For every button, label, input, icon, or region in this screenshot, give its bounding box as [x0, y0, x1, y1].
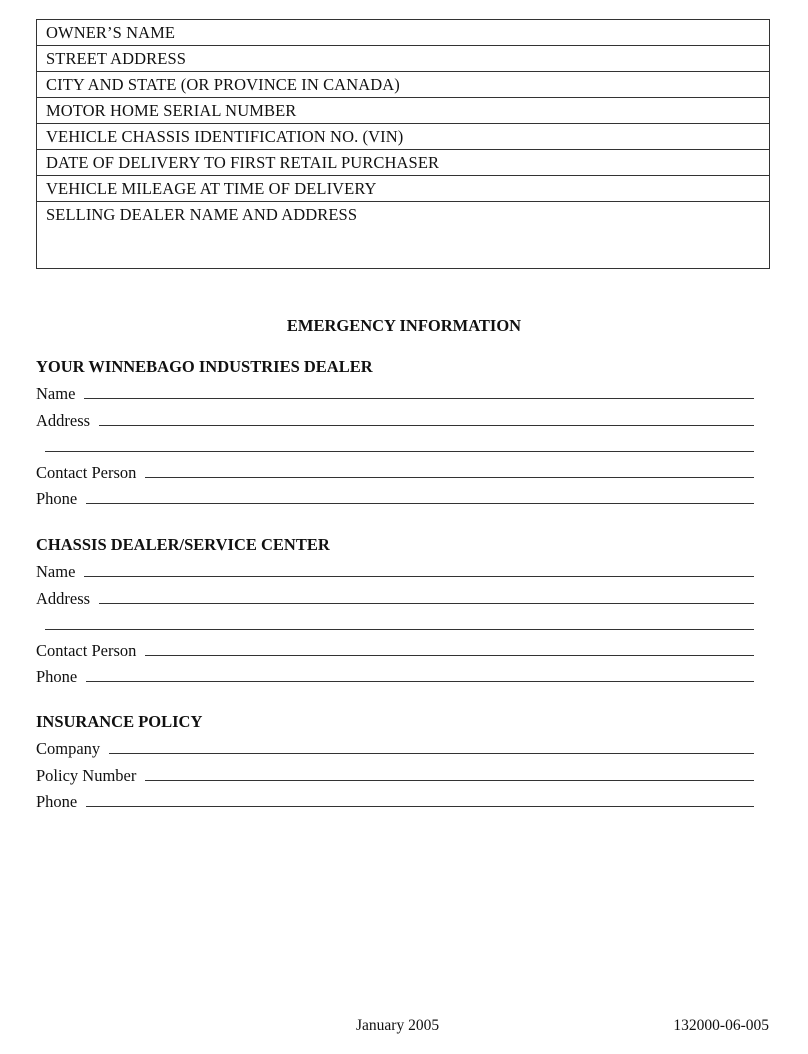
field-label: Address	[36, 588, 91, 608]
delivery-date-row[interactable]: DATE OF DELIVERY TO FIRST RETAIL PURCHASER	[37, 150, 769, 176]
owner-info-table	[36, 19, 770, 269]
chassis-section	[36, 535, 754, 687]
footer-doc-code: 132000-06-005	[673, 1017, 769, 1034]
policy-number-field[interactable]	[36, 759, 754, 785]
field-label: Phone	[36, 667, 78, 687]
field-label: Address	[36, 410, 91, 430]
dealer-name-field[interactable]	[36, 378, 754, 404]
field-label: Company	[36, 739, 101, 759]
chassis-address-field[interactable]	[36, 582, 754, 608]
field-label: Name	[36, 384, 76, 404]
insurance-company-field[interactable]	[36, 733, 754, 759]
serial-number-row[interactable]: MOTOR HOME SERIAL NUMBER	[37, 98, 769, 124]
field-label: Phone	[36, 791, 78, 811]
insurance-phone-field[interactable]	[36, 786, 754, 812]
insurance-section	[36, 712, 754, 812]
fill-line[interactable]	[84, 575, 754, 577]
footer-date: January 2005	[356, 1017, 440, 1034]
dealer-contact-field[interactable]	[36, 457, 754, 483]
field-label: Contact Person	[36, 463, 137, 483]
chassis-contact-field[interactable]	[36, 635, 754, 661]
vin-row[interactable]: VEHICLE CHASSIS IDENTIFICATION NO. (VIN)	[37, 124, 769, 150]
fill-line[interactable]	[45, 628, 754, 630]
street-address-row[interactable]: STREET ADDRESS	[37, 46, 769, 72]
dealer-address-field[interactable]	[36, 404, 754, 430]
fill-line[interactable]	[99, 602, 754, 604]
chassis-heading: CHASSIS DEALER/SERVICE CENTER	[36, 535, 330, 554]
fill-line[interactable]	[86, 502, 754, 504]
dealer-phone-field[interactable]	[36, 483, 754, 509]
dealer-heading: YOUR WINNEBAGO INDUSTRIES DEALER	[36, 357, 373, 376]
fill-line[interactable]	[86, 805, 754, 807]
fill-line[interactable]	[109, 752, 754, 754]
selling-dealer-row[interactable]: SELLING DEALER NAME AND ADDRESS	[46, 205, 358, 224]
field-label: Policy Number	[36, 765, 137, 785]
city-state-row[interactable]: CITY AND STATE (OR PROVINCE IN CANADA)	[37, 72, 769, 98]
emergency-info-title: EMERGENCY INFORMATION	[286, 316, 522, 335]
chassis-name-field[interactable]	[36, 556, 754, 582]
fill-line[interactable]	[99, 424, 754, 426]
mileage-row[interactable]: VEHICLE MILEAGE AT TIME OF DELIVERY	[37, 176, 769, 202]
insurance-heading: INSURANCE POLICY	[36, 712, 203, 731]
fill-line[interactable]	[145, 779, 754, 781]
fill-line[interactable]	[86, 680, 754, 682]
dealer-section	[36, 357, 754, 509]
chassis-address-line-2[interactable]	[36, 609, 754, 635]
fill-line[interactable]	[45, 450, 754, 452]
field-label: Phone	[36, 489, 78, 509]
fill-line[interactable]	[145, 654, 754, 656]
chassis-phone-field[interactable]	[36, 661, 754, 687]
fill-line[interactable]	[84, 397, 754, 399]
owner-name-row[interactable]: OWNER’S NAME	[37, 20, 769, 46]
dealer-address-line-2[interactable]	[36, 431, 754, 457]
field-label: Name	[36, 562, 76, 582]
fill-line[interactable]	[145, 476, 754, 478]
field-label: Contact Person	[36, 641, 137, 661]
